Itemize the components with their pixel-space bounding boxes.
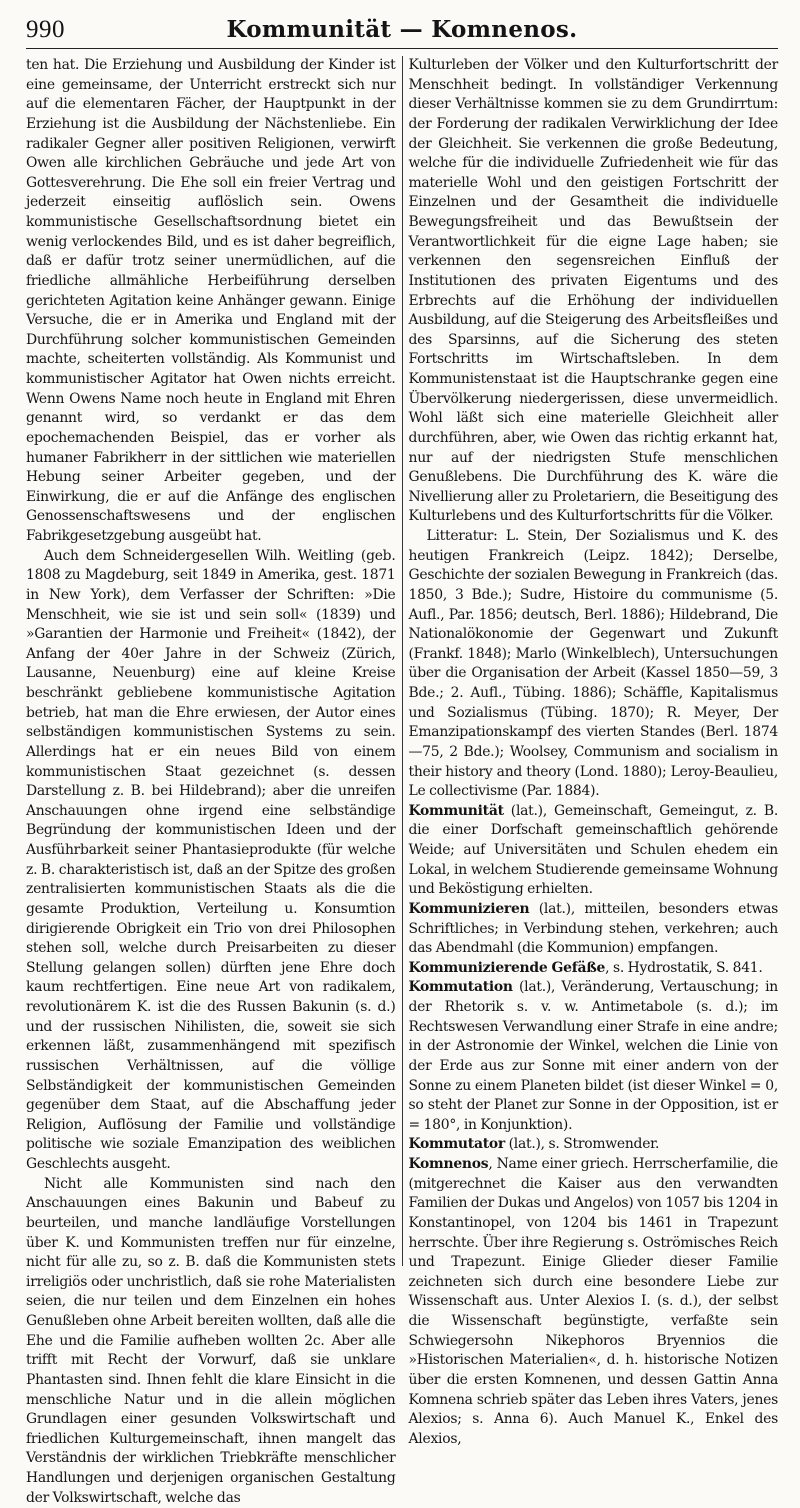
- entry-text: (lat.), s. Stromwender.: [504, 1136, 660, 1153]
- entry-text: (lat.), mitteilen, besonders etwas Schriftliches; in Verbindung stehen, verkehren; auch das Abendmahl (die Kommunion) empfangen.: [408, 900, 778, 957]
- entry-text: , Name einer griech. Herrscherfamilie, die (mitgerechnet die Kaiser aus den verwandten Familien der Dukas und Angelos) von 1057 bis 1204 in Konstantinopel, von 1204 bis 1461 in Trapezunt herrschte. Über ihre Regierung s. Oströmisches Reich und Trapezunt. Einige Glieder dieser Familie zeichneten sich durch eine besondere Liebe zur Wissenschaft aus. Unter Alexios I. (s. d.), der selbst die Wissenschaft begünstigte, verfaßte sein Schwiegersohn Nikephoros Bryennios die »Historischen Materialien«, d. h. historische Notizen über die ersten Komnenen, und dessen Gattin Anna Komnena schrieb später das Leben ihres Vaters, jenes Alexios; s. Anna 6). Auch Manuel K., Enkel des Alexios,: [408, 1156, 778, 1447]
- right-column-paragraph: [409, 1135, 779, 1155]
- right-column-paragraph: Litteratur: L. Stein, Der Sozialismus und K. des heutigen Frankreich (Leipz. 1842); Derselbe, Geschichte der sozialen Bewegung in Frankreich (das. 1850, 3 Bde.); Sudre, Histoire du communisme (5. Aufl., Par. 1856; deutsch, Berl. 1886); Hildebrand, Die Nationalökonomie der Gegenwart und Zukunft (Frankf. 1848); Marlo (Winkelblech), Untersuchungen über die Organisation der Arbeit (Kassel 1850—59, 3 Bde.; 2. Aufl., Tübing. 1886); Schäffle, Kapitalismus und Sozialismus (Tübing. 1870); R. Meyer, Der Emanzipationskampf des vierten Standes (Berl. 1874—75, 2 Bde.); Woolsey, Communism and socialism in their history and theory (Lond. 1880); Leroy-Beaulieu, Le collectivisme (Par. 1884).: [408, 528, 778, 800]
- page-header: [26, 14, 778, 49]
- right-column-paragraph: [409, 959, 779, 979]
- right-column: [402, 56, 779, 1447]
- running-title: Kommunität — Komnenos.: [226, 16, 578, 43]
- right-column-paragraph: [409, 978, 779, 1135]
- entry-headword: Kommutation: [408, 979, 513, 996]
- right-column-paragraph: Kulturleben der Völker und den Kulturfortschritt der Menschheit bedingt. In vollständiger Verkennung dieser Verhältnisse kommen sie zu dem Grundirrtum: der Forderung der radikalen Verwirklichung der Idee der Gleichheit. Sie verkennen die große Bedeutung, welche für die individuelle Zufriedenheit wie für das materielle Wohl und den geistigen Fortschritt der Einzelnen und der Gesamtheit die individuelle Bewegungsfreiheit und das Bewußtsein der Verantwortlichkeit für die eigne Lage haben; sie verkennen den segensreichen Einfluß der Institutionen des privaten Eigentums und des Erbrechts auf die Erhöhung der individuellen Ausbildung, auf die Steigerung des Arbeitsfleißes und des Sparsinns, auf die Sicherung des steten Fortschritts im Wirtschaftsleben. In dem Kommunistenstaat ist die Hauptschranke gegen eine Übervölkerung niedergerissen, diese unvermeidlich. Wohl läßt sich eine materielle Gleichheit aller durchführen, aber, wie Owen das richtig erkannt hat, nur auf der niedrigsten Stufe menschlichen Genußlebens. Die Durchführung des K. wäre die Nivellierung aller zu Proletariern, die Beseitigung des Kulturlebens und des Kulturfortschritts für die Völker.: [408, 57, 778, 525]
- entry-headword: Kommunizieren: [408, 900, 530, 917]
- left-column-paragraph: Nicht alle Kommunisten sind nach den Anschauungen eines Bakunin und Babeuf zu beurteilen, und manche landläufige Vorstellungen über K. und Kommunisten treffen nur für einzelne, nicht für alle zu, so z. B. daß die Kommunisten stets irreligiös oder unchristlich, daß sie rohe Materialisten seien, die nur teilen und dem Einzelnen ein hohes Genußleben ohne Arbeit bereiten wollten, daß alle die Ehe und die Familie aufheben wollten 2c. Aber alle trifft mit Recht der Vorwurf, daß sie unklare Phantasten sind. Ihnen fehlt die klare Einsicht in die menschliche Natur und in die allein möglichen Grundlagen einer gesunden Volkswirtschaft und friedlichen Kulturgemeinschaft, ihnen mangelt das Verständnis der wirklichen Triebkräfte menschlicher Handlungen und derjenigen organischen Gestaltung der Volkswirtschaft, welche das: [26, 1175, 396, 1506]
- left-column-paragraph: ten hat. Die Erziehung und Ausbildung der Kinder ist eine gemeinsame, der Unterricht erstreckt sich nur auf die elementaren Fächer, der Hauptpunkt in der Erziehung ist die Ausbildung der Nächstenliebe. Ein radikaler Gegner aller positiven Religionen, verwirft Owen alle kirchlichen Gebräuche und jede Art von Gottesverehrung. Die Ehe soll ein freier Vertrag und jederzeit einseitig auflöslich sein. Owens kommunistische Gesellschaftsordnung bietet ein wenig verlockendes Bild, und es ist daher begreiflich, daß er dafür trotz seiner unermüdlichen, auf die friedliche allmähliche Herbeiführung derselben gerichteten Agitation keine Anhänger gewann. Einige Versuche, die er in Amerika und England mit der Durchführung solcher kommunistischen Gemeinden machte, scheiterten vollständig. Als Kommunist und kommunistischer Agitator hat Owen nichts erreicht. Wenn Owens Name noch heute in England mit Ehren genannt wird, so verdankt er das dem epochemachenden Beispiel, das er vorher als humaner Fabrikherr in der sittlichen wie materiellen Hebung seiner Arbeiter gegeben, und der Einwirkung, die er auf die Anfänge des englischen Genossenschaftswesens und der englischen Fabrikgesetzgebung ausgeübt hat.: [26, 57, 396, 544]
- entry-headword: Kommutator: [408, 1136, 505, 1153]
- right-column-paragraph: [409, 802, 779, 900]
- right-column-paragraph: [409, 900, 779, 959]
- entry-headword: Kommunität: [408, 802, 504, 819]
- page-number: 990: [26, 16, 65, 43]
- entry-text: (lat.), Veränderung, Vertauschung; in der Rhetorik s. v. w. Antimetabole (s. d.); im Rechtswesen Verwandlung einer Strafe in eine andre; in der Astronomie der Winkel, welchen die Linie von der Erde aus zur Sonne mit einer andern von der Sonne zu einem Planeten bildet (ist dieser Winkel = 0, so steht der Planet zur Sonne in der Opposition, ist er = 180°, in Konjunktion).: [408, 979, 778, 1133]
- entry-text: (lat.), Gemeinschaft, Gemeingut, z. B. die einer Dorfschaft gemeinschaftlich gehörende Weide; auf Universitäten und Schulen ehedem ein Lokal, in welchem Studierende gemeinsame Wohnung und Beköstigung erhielten.: [408, 802, 778, 898]
- entry-headword: Komnenos: [408, 1156, 489, 1172]
- left-column: [26, 56, 402, 1506]
- left-column-paragraph: Auch dem Schneidergesellen Wilh. Weitling (geb. 1808 zu Magdeburg, seit 1849 in Amerika, gest. 1871 in New York), dem Verfasser der Schriften: »Die Menschheit, wie sie ist und sein soll« (1839) und »Garantien der Harmonie und Freiheit« (1842), der Anfang der 40er Jahre in der Schweiz (Zürich, Lausanne, Neuenburg) eine auf kleine Kreise beschränkt gebliebene kommunistische Agitation betrieb, hat man die Ehre erwiesen, der Autor eines selbständigen kommunistischen Systems zu sein. Allerdings hat er ein neues Bild von einem kommunistischen Staat gezeichnet (s. dessen Darstellung z. B. bei Hildebrand); aber die unreifen Anschauungen ohne irgend eine selbständige Begründung der kommunistischen Ideen und der Ausführbarkeit seiner Phantasieprodukte (für welche z. B. charakteristisch ist, daß an der Spitze des großen zentralisierten kommunistischen Staats als die die gesamte Produktion, Verteilung u. Konsumtion dirigierende Obrigkeit ein Trio von drei Philosophen stehen soll, welche durch Preisarbeiten zu dieser Stellung gelangen sollen) dürften jene Ehre doch kaum rechtfertigen. Eine neue Art von radikalem, revolutionärem K. ist die des Russen Bakunin (s. d.) und der russischen Nihilisten, die, soweit sie sich erkennen läßt, zusammenhängend mit spezifisch russischen Verhältnissen, auf die völlige Selbständigkeit der kommunistischen Gemeinden gegenüber dem Staat, auf die Abschaffung jeder Religion, Auflösung der Familie und vollständige politische wie soziale Emanzipation des weiblichen Geschlechts ausgeht.: [26, 547, 396, 1172]
- entry-text: , s. Hydrostatik, S. 841.: [605, 959, 763, 976]
- entry-headword: Kommunizierende Gefäße: [408, 959, 606, 976]
- right-column-paragraph: [409, 1155, 779, 1449]
- text-columns: [26, 56, 778, 1506]
